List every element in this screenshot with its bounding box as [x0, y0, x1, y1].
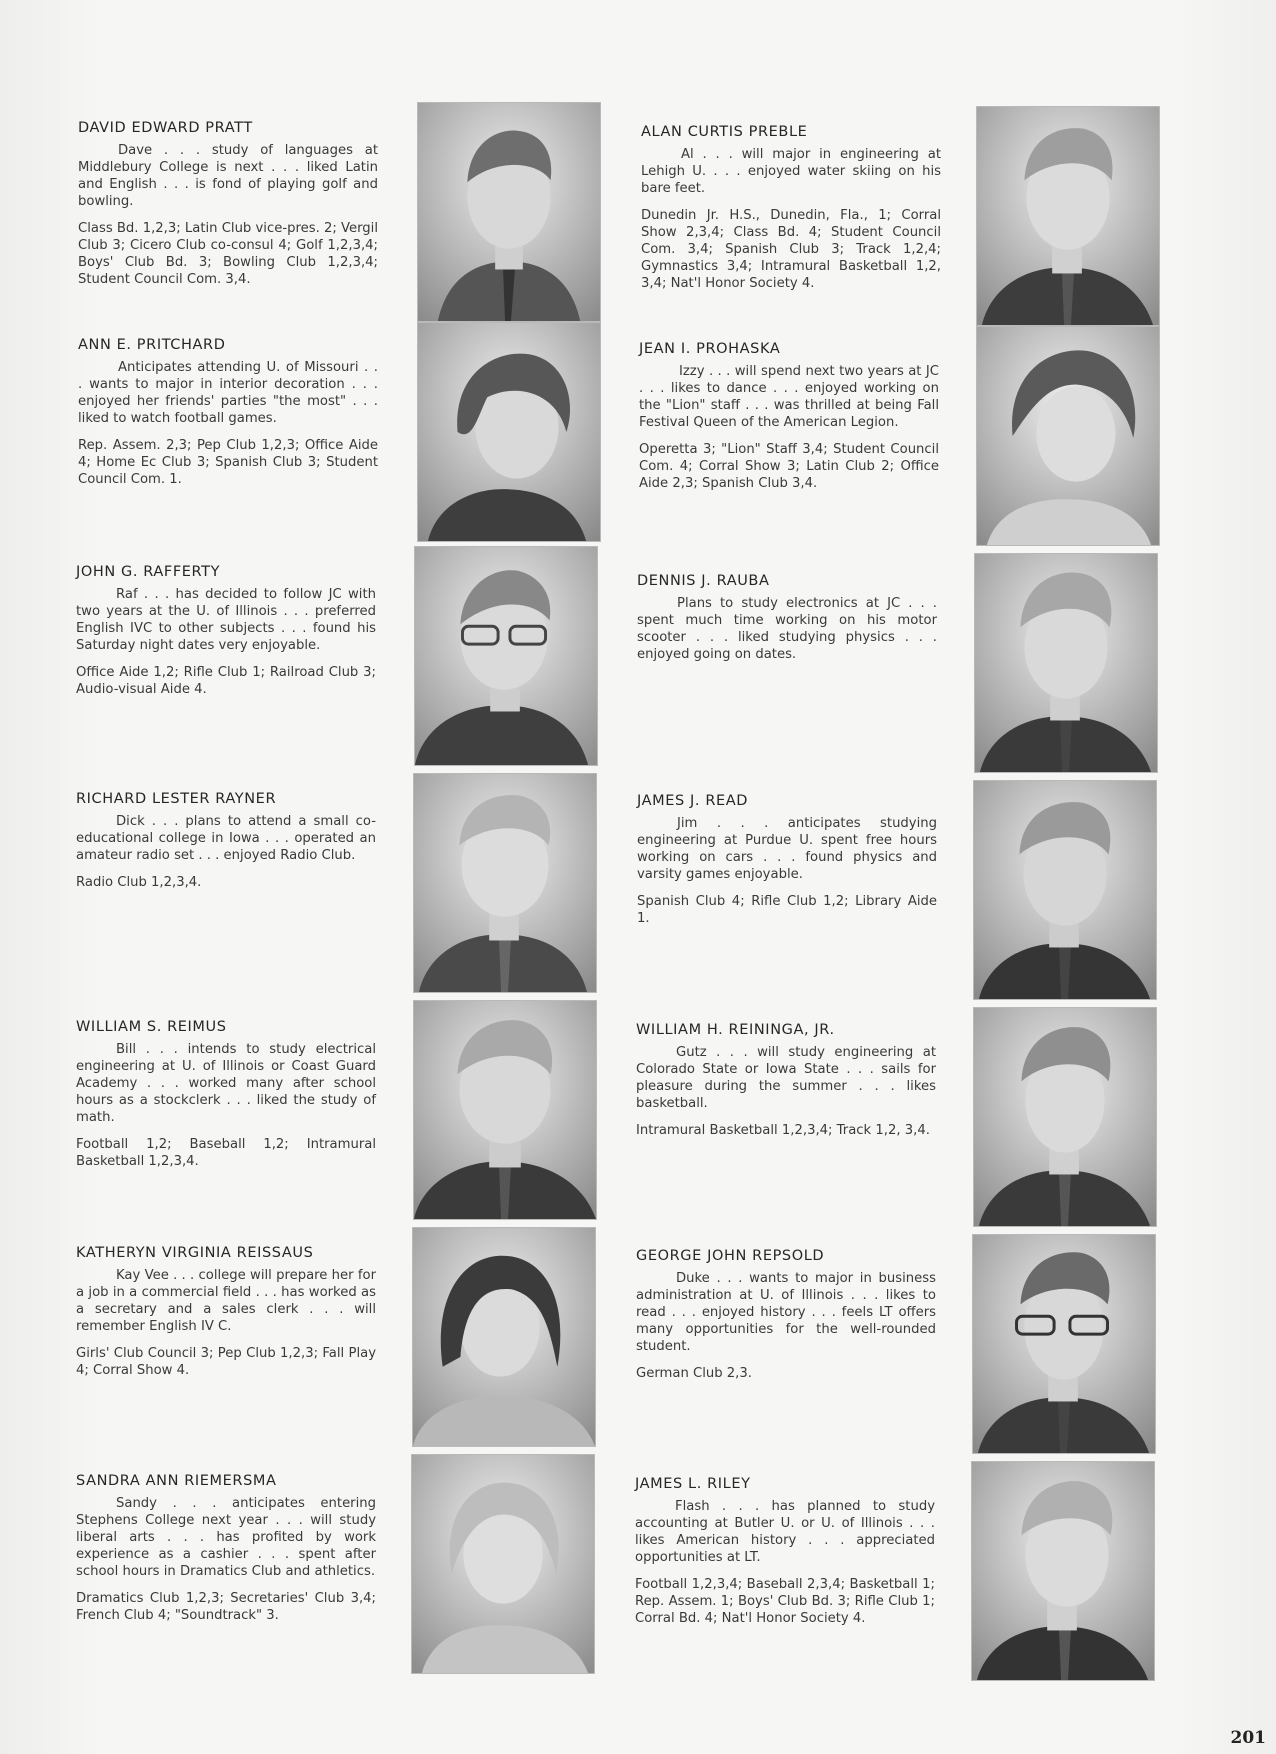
senior-activities: Class Bd. 1,2,3; Latin Club vice-pres. 2; Vergil Club 3; Cicero Club co-consul 4; Golf 1,2,3,4; Boys' Club Bd. 3; Bowling Club 1,2,3,4; Student Council Com. 3,4. [78, 221, 378, 287]
senior-name: DENNIS J. RAUBA [637, 573, 770, 589]
senior-blurb: Al . . . will major in engineering at Lehigh U. . . . enjoyed water skiing on his bare feet. [641, 147, 941, 196]
senior-blurb: Plans to study electronics at JC . . . spent much time working on his motor scooter . . . liked studying physics . . . enjoyed going on dates. [637, 596, 937, 662]
senior-blurb: Gutz . . . will study engineering at Colorado State or Iowa State . . . sails for pleasure during the summer . . . likes basketball. [636, 1045, 936, 1111]
senior-blurb: Sandy . . . anticipates entering Stephens College next year . . . will study liberal arts . . . has profited by work experience as a cashier . . . spent after school hours in Dramatics Club and athletics. [76, 1496, 376, 1579]
senior-entry [636, 1248, 936, 1382]
senior-entry [76, 1473, 376, 1624]
portrait-photo [973, 780, 1157, 1000]
senior-blurb: Bill . . . intends to study electrical engineering at U. of Illinois or Coast Guard Academy . . . worked many after school hours as a stockclerk . . . liked the study of math. [76, 1042, 376, 1125]
senior-activities: Operetta 3; "Lion" Staff 3,4; Student Council Com. 4; Corral Show 3; Latin Club 2; Office Aide 2,3; Spanish Club 3,4. [639, 442, 939, 491]
senior-activities: Dunedin Jr. H.S., Dunedin, Fla., 1; Corral Show 2,3,4; Class Bd. 4; Student Council Com. 3,4; Spanish Club 3; Track 1,2,4; Gymnastics 3,4; Intramural Basketball 1,2, 3,4; Nat'l Honor Society 4. [641, 208, 941, 291]
portrait-photo [413, 1000, 597, 1220]
senior-entry [637, 573, 937, 673]
portrait-photo [417, 322, 601, 542]
senior-entry [639, 341, 939, 492]
senior-name: RICHARD LESTER RAYNER [76, 791, 277, 807]
senior-blurb: Anticipates attending U. of Missouri . . . wants to major in interior decoration . . . enjoyed her friends' parties "the most" . . . liked to watch football games. [78, 360, 378, 426]
portrait-photo [411, 1454, 595, 1674]
senior-name: WILLIAM S. REIMUS [76, 1019, 227, 1035]
senior-blurb: Raf . . . has decided to follow JC with two years at the U. of Illinois . . . preferred English IVC to other subjects . . . found his Saturday night dates very enjoyable. [76, 587, 376, 653]
senior-name: JAMES L. RILEY [635, 1476, 751, 1492]
portrait-photo [973, 1007, 1157, 1227]
portrait-photo [974, 553, 1158, 773]
senior-name: JAMES J. READ [637, 793, 749, 809]
senior-blurb: Flash . . . has planned to study accounting at Butler U. or U. of Illinois . . . likes American history . . . appreciated opportunities at LT. [635, 1499, 935, 1565]
senior-blurb: Izzy . . . will spend next two years at JC . . . likes to dance . . . enjoyed working on the "Lion" staff . . . was thrilled at being Fall Festival Queen of the American Legion. [639, 364, 939, 430]
portrait-photo [413, 773, 597, 993]
page-number: 201 [1230, 1728, 1266, 1748]
portrait-photo [412, 1227, 596, 1447]
senior-blurb: Dick . . . plans to attend a small co-educational college in Iowa . . . operated an amateur radio set . . . enjoyed Radio Club. [76, 814, 376, 863]
portrait-photo [414, 546, 598, 766]
senior-entry [636, 1022, 936, 1139]
senior-name: JEAN I. PROHASKA [639, 341, 781, 357]
senior-entry [641, 124, 941, 292]
senior-entry [76, 1019, 376, 1170]
senior-blurb: Kay Vee . . . college will prepare her for a job in a commercial field . . . has worked as a secretary and a sales clerk . . . will remember English IV C. [76, 1268, 376, 1334]
senior-blurb: Duke . . . wants to major in business administration at U. of Illinois . . . likes to read . . . enjoyed history . . . feels LT offers many opportunities for the well-rounded student. [636, 1271, 936, 1354]
portrait-photo [972, 1234, 1156, 1454]
senior-activities: Dramatics Club 1,2,3; Secretaries' Club 3,4; French Club 4; "Soundtrack" 3. [76, 1591, 376, 1623]
senior-name: WILLIAM H. REININGA, JR. [636, 1022, 835, 1038]
senior-blurb: Jim . . . anticipates studying engineering at Purdue U. spent free hours working on cars . . . found physics and varsity games enjoyable. [637, 816, 937, 882]
senior-entry [637, 793, 937, 927]
senior-entry [78, 120, 378, 288]
senior-name: DAVID EDWARD PRATT [78, 120, 253, 136]
senior-entry [76, 564, 376, 698]
senior-name: JOHN G. RAFFERTY [76, 564, 221, 580]
senior-activities: Radio Club 1,2,3,4. [76, 875, 202, 890]
portrait-photo [976, 106, 1160, 326]
senior-activities: Intramural Basketball 1,2,3,4; Track 1,2, 3,4. [636, 1123, 930, 1138]
senior-activities: Football 1,2; Baseball 1,2; Intramural Basketball 1,2,3,4. [76, 1137, 376, 1169]
senior-activities: Football 1,2,3,4; Baseball 2,3,4; Basketball 1; Rep. Assem. 1; Boys' Club Bd. 3; Rifle Club 1; Corral Bd. 4; Nat'l Honor Society 4. [635, 1577, 935, 1626]
senior-activities: German Club 2,3. [636, 1366, 752, 1381]
senior-activities: Spanish Club 4; Rifle Club 1,2; Library Aide 1. [637, 894, 937, 926]
senior-name: KATHERYN VIRGINIA REISSAUS [76, 1245, 314, 1261]
senior-activities: Office Aide 1,2; Rifle Club 1; Railroad Club 3; Audio-visual Aide 4. [76, 665, 376, 697]
senior-blurb: Dave . . . study of languages at Middlebury College is next . . . liked Latin and English . . . is fond of playing golf and bowling. [78, 143, 378, 209]
senior-name: GEORGE JOHN REPSOLD [636, 1248, 825, 1264]
senior-activities: Rep. Assem. 2,3; Pep Club 1,2,3; Office Aide 4; Home Ec Club 3; Spanish Club 3; Student Council Com. 1. [78, 438, 378, 487]
senior-name: ALAN CURTIS PREBLE [641, 124, 808, 140]
senior-entry [76, 791, 376, 891]
senior-activities: Girls' Club Council 3; Pep Club 1,2,3; Fall Play 4; Corral Show 4. [76, 1346, 376, 1378]
senior-entry [78, 337, 378, 488]
portrait-photo [976, 326, 1160, 546]
senior-name: ANN E. PRITCHARD [78, 337, 226, 353]
senior-entry [76, 1245, 376, 1379]
senior-name: SANDRA ANN RIEMERSMA [76, 1473, 277, 1489]
senior-entry [635, 1476, 935, 1627]
portrait-photo [417, 102, 601, 322]
portrait-photo [971, 1461, 1155, 1681]
